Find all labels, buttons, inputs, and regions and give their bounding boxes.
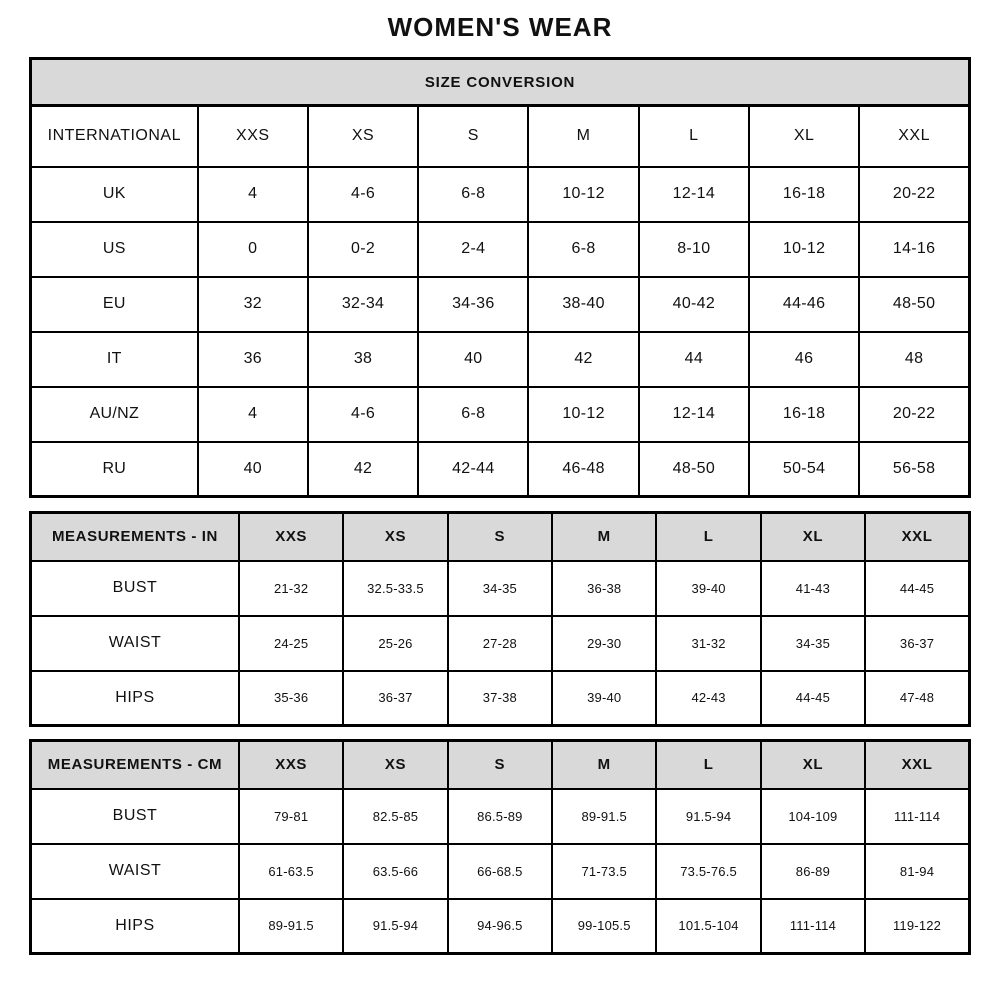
table-cell: 32-34 xyxy=(308,277,418,332)
table-cell: 119-122 xyxy=(865,899,969,954)
table-cell: 20-22 xyxy=(859,387,969,442)
row-label: WAIST xyxy=(31,844,239,899)
table-cell: 6-8 xyxy=(528,222,638,277)
size-conversion-table xyxy=(29,57,971,498)
table-title: SIZE CONVERSION xyxy=(31,59,970,106)
row-label: RU xyxy=(31,442,198,497)
table-cell: 24-25 xyxy=(239,616,343,671)
row-label: HIPS xyxy=(31,671,239,726)
table-row xyxy=(31,222,970,277)
table-cell: 14-16 xyxy=(859,222,969,277)
table-cell: 42 xyxy=(308,442,418,497)
table-cell: 42 xyxy=(528,332,638,387)
table-cell: 46 xyxy=(749,332,859,387)
table-cell: 21-32 xyxy=(239,561,343,616)
table-cell: 34-35 xyxy=(761,616,865,671)
table-cell: 4 xyxy=(198,167,308,222)
table-cell: 39-40 xyxy=(656,561,760,616)
column-header: M xyxy=(528,106,638,167)
table-cell: 6-8 xyxy=(418,387,528,442)
corner-header: INTERNATIONAL xyxy=(31,106,198,167)
column-header: XL xyxy=(761,513,865,561)
column-header: XS xyxy=(343,741,447,789)
measurements-in-table xyxy=(29,511,971,727)
table-row xyxy=(31,277,970,332)
column-header: L xyxy=(656,513,760,561)
column-header: XXL xyxy=(859,106,969,167)
table-cell: 40 xyxy=(198,442,308,497)
table-cell: 44 xyxy=(639,332,749,387)
table-header-row xyxy=(31,106,970,167)
table-cell: 86.5-89 xyxy=(448,789,552,844)
table-cell: 48-50 xyxy=(639,442,749,497)
row-label: IT xyxy=(31,332,198,387)
table-cell: 40 xyxy=(418,332,528,387)
table-cell: 4-6 xyxy=(308,167,418,222)
table-row xyxy=(31,442,970,497)
table-cell: 10-12 xyxy=(749,222,859,277)
table-row xyxy=(31,671,970,726)
row-label: EU xyxy=(31,277,198,332)
table-cell: 101.5-104 xyxy=(656,899,760,954)
column-header: XXS xyxy=(198,106,308,167)
column-header: S xyxy=(448,513,552,561)
table-cell: 41-43 xyxy=(761,561,865,616)
table-cell: 82.5-85 xyxy=(343,789,447,844)
column-header: XL xyxy=(761,741,865,789)
table-cell: 94-96.5 xyxy=(448,899,552,954)
table-row xyxy=(31,167,970,222)
row-label: HIPS xyxy=(31,899,239,954)
table-cell: 71-73.5 xyxy=(552,844,656,899)
table-header-row xyxy=(31,513,970,561)
table-cell: 48-50 xyxy=(859,277,969,332)
table-cell: 34-36 xyxy=(418,277,528,332)
page-title: WOMEN'S WEAR xyxy=(387,12,613,42)
table-cell: 35-36 xyxy=(239,671,343,726)
table-cell: 36-37 xyxy=(865,616,969,671)
table-cell: 42-44 xyxy=(418,442,528,497)
table-cell: 31-32 xyxy=(656,616,760,671)
table-cell: 38 xyxy=(308,332,418,387)
table-cell: 10-12 xyxy=(528,167,638,222)
table-cell: 89-91.5 xyxy=(552,789,656,844)
table-cell: 4-6 xyxy=(308,387,418,442)
column-header: S xyxy=(418,106,528,167)
table-cell: 36 xyxy=(198,332,308,387)
column-header: M xyxy=(552,741,656,789)
column-header: XXS xyxy=(239,741,343,789)
table-cell: 47-48 xyxy=(865,671,969,726)
table-cell: 36-37 xyxy=(343,671,447,726)
table-cell: 42-43 xyxy=(656,671,760,726)
table-cell: 104-109 xyxy=(761,789,865,844)
column-header: XXS xyxy=(239,513,343,561)
column-header: S xyxy=(448,741,552,789)
column-header: L xyxy=(639,106,749,167)
table-cell: 39-40 xyxy=(552,671,656,726)
column-header: XXL xyxy=(865,513,969,561)
table-cell: 0 xyxy=(198,222,308,277)
table-cell: 38-40 xyxy=(528,277,638,332)
row-label: BUST xyxy=(31,561,239,616)
table-cell: 16-18 xyxy=(749,167,859,222)
table-cell: 86-89 xyxy=(761,844,865,899)
column-header: XL xyxy=(749,106,859,167)
column-header: XS xyxy=(343,513,447,561)
table-cell: 91.5-94 xyxy=(343,899,447,954)
table-row xyxy=(31,616,970,671)
row-label: WAIST xyxy=(31,616,239,671)
table-row xyxy=(31,387,970,442)
table-caption-row xyxy=(31,59,970,106)
table-cell: 79-81 xyxy=(239,789,343,844)
table-cell: 91.5-94 xyxy=(656,789,760,844)
table-cell: 99-105.5 xyxy=(552,899,656,954)
table-row xyxy=(31,789,970,844)
column-header: L xyxy=(656,741,760,789)
table-header-row xyxy=(31,741,970,789)
table-cell: 111-114 xyxy=(865,789,969,844)
table-cell: 8-10 xyxy=(639,222,749,277)
table-row xyxy=(31,561,970,616)
table-cell: 63.5-66 xyxy=(343,844,447,899)
table-cell: 40-42 xyxy=(639,277,749,332)
corner-header: MEASUREMENTS - IN xyxy=(31,513,239,561)
table-cell: 29-30 xyxy=(552,616,656,671)
measurements-cm-table xyxy=(29,739,971,955)
table-cell: 34-35 xyxy=(448,561,552,616)
table-cell: 4 xyxy=(198,387,308,442)
table-cell: 0-2 xyxy=(308,222,418,277)
row-label: BUST xyxy=(31,789,239,844)
table-cell: 56-58 xyxy=(859,442,969,497)
table-row xyxy=(31,899,970,954)
row-label: AU/NZ xyxy=(31,387,198,442)
row-label: US xyxy=(31,222,198,277)
table-cell: 50-54 xyxy=(749,442,859,497)
table-cell: 48 xyxy=(859,332,969,387)
table-cell: 89-91.5 xyxy=(239,899,343,954)
table-cell: 66-68.5 xyxy=(448,844,552,899)
column-header: M xyxy=(552,513,656,561)
table-cell: 44-45 xyxy=(865,561,969,616)
table-row xyxy=(31,332,970,387)
table-cell: 36-38 xyxy=(552,561,656,616)
table-cell: 46-48 xyxy=(528,442,638,497)
table-cell: 32 xyxy=(198,277,308,332)
table-cell: 12-14 xyxy=(639,387,749,442)
table-cell: 20-22 xyxy=(859,167,969,222)
table-cell: 16-18 xyxy=(749,387,859,442)
table-cell: 73.5-76.5 xyxy=(656,844,760,899)
table-cell: 111-114 xyxy=(761,899,865,954)
table-cell: 44-46 xyxy=(749,277,859,332)
table-cell: 6-8 xyxy=(418,167,528,222)
table-cell: 2-4 xyxy=(418,222,528,277)
column-header: XS xyxy=(308,106,418,167)
table-cell: 81-94 xyxy=(865,844,969,899)
table-cell: 27-28 xyxy=(448,616,552,671)
table-cell: 25-26 xyxy=(343,616,447,671)
table-row xyxy=(31,844,970,899)
table-cell: 44-45 xyxy=(761,671,865,726)
table-cell: 12-14 xyxy=(639,167,749,222)
corner-header: MEASUREMENTS - CM xyxy=(31,741,239,789)
table-cell: 37-38 xyxy=(448,671,552,726)
table-cell: 10-12 xyxy=(528,387,638,442)
column-header: XXL xyxy=(865,741,969,789)
table-cell: 61-63.5 xyxy=(239,844,343,899)
table-cell: 32.5-33.5 xyxy=(343,561,447,616)
row-label: UK xyxy=(31,167,198,222)
